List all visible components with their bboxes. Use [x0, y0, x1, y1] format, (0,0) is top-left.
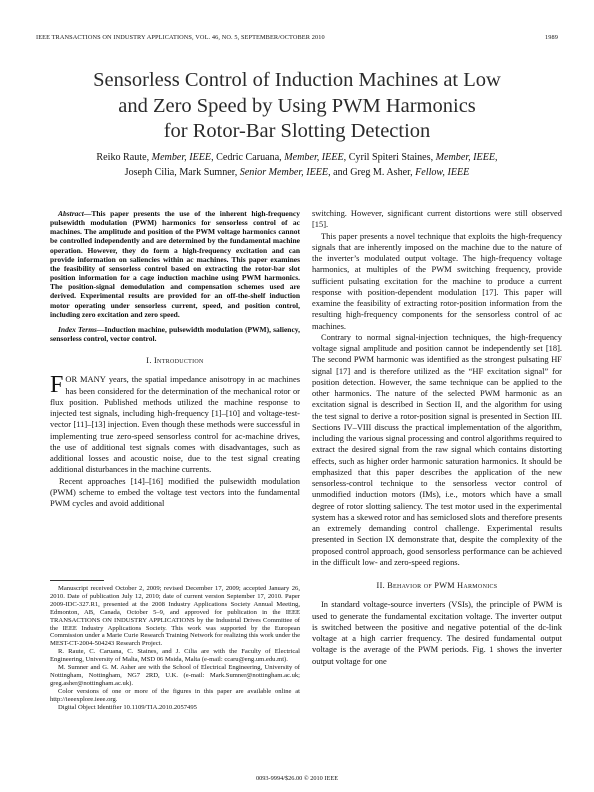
- paper-title: [30, 68, 564, 145]
- author-role: Member, IEEE: [151, 152, 212, 163]
- drop-cap: F: [50, 372, 64, 399]
- running-header: [36, 34, 558, 44]
- footnote-color: Color versions of one or more of the figures in this paper are available online at http://ieeexplore.ieee.org.: [50, 687, 300, 703]
- intro-paragraph-2: Recent approaches [14]–[16] modified the pulsewidth modulation (PWM) scheme to embed the voltage test vectors into the fundamental PWM cycles and avoid additional: [50, 475, 300, 509]
- footnote-affiliation-malta: R. Raute, C. Caruana, C. Staines, and J. Cilia are with the Faculty of Electrical Engineering, University of Malta, MSD 06 Msida, Malta (e-mail: ccaru@eng.um.edu.mt).: [50, 648, 300, 664]
- left-column: [50, 209, 300, 509]
- page-number: 1989: [545, 34, 558, 41]
- author-role: Fellow, IEEE: [415, 166, 470, 178]
- author-name: , and Greg M. Asher,: [328, 166, 416, 178]
- abstract: Abstract—This paper presents the use of the inherent high-frequency pulsewidth modulation (PWM) harmonics for sensorless control of ac machines. The amplitude and position of the PWM voltage harmonics cannot be controlled independently and are determined by the fundamental machine operation. However, they do form a high-frequency excitation and can provide information on saliencies within ac machines. This paper examines the feasibility of sensorless control based on extracting the rotor-bar slot position information for a cage induction machine using PWM harmonics. The position-signal demodulation and compensation schemes used are derived. Experimental results are provided for an off-the-shelf induction motor operating under sensorless current, speed, and position control, including zero excitation and zero speed.: [50, 209, 300, 319]
- author-line-2: [40, 166, 554, 181]
- copyright-footer: 0093-9994/$26.00 © 2010 IEEE: [255, 775, 339, 782]
- author-line-1: [40, 151, 554, 166]
- intro-paragraph-1: FOR MANY years, the spatial impedance anisotropy in ac machines has been considered for the determination of the mechanical rotor or flux position. Published methods utilized the machine response to injected test signals, including high-frequency [1]–[10] and voltage-test-vector [11]–[13] injection. Even though these methods were successful in implementing true zero-speed sensorless control for ac-machine drives, the use of additional test signals comes with disadvantages, such as additional losses and acoustic noise, due to the test signal creating additional disturbances in the machine currents.: [50, 372, 300, 475]
- author-role: Member, IEEE: [435, 152, 496, 163]
- footnote-rule: [50, 580, 104, 581]
- footnotes: [50, 585, 300, 712]
- right-paragraph-0: switching. However, significant current distortions were still observed [15].: [312, 208, 562, 230]
- title-line: for Rotor-Bar Slotting Detection: [163, 120, 431, 142]
- author-name: , Cyril Spiteri Staines,: [343, 152, 436, 163]
- author-name: Reiko Raute,: [96, 152, 152, 163]
- index-terms: Index Terms—Induction machine, pulsewidth modulation (PWM), saliency, sensorless control, vector control.: [50, 324, 301, 344]
- section-heading-1: I. Introduction: [146, 356, 204, 366]
- footnote-manuscript: Manuscript received October 2, 2009; revised December 17, 2009; accepted January 26, 2010. Date of publication July 12, 2010; date of current version September 17, 2010. Paper 2009-IDC-327.R1, presented at the 2008 Industry Applications Society Annual Meeting, Edmonton, AB, Canada, October 5–9, and approved for publication in the IEEE TRANSACTIONS ON INDUSTRY APPLICATIONS by the Industrial Drives Committee of the IEEE Industry Applications Society. This work was supported by the European Commission under a Marie Curie Research Training Network for realizing this work under the MEST-CT-2004-504243 Research Project.: [50, 585, 300, 648]
- author-name: Joseph Cilia, Mark Sumner,: [124, 166, 240, 178]
- author-list: [40, 151, 554, 180]
- section-heading-2: II. Behavior of PWM Harmonics: [376, 581, 498, 590]
- right-paragraph-3: In standard voltage-source inverters (VSIs), the principle of PWM is used to generate the fundamental excitation voltage. The inverter output is switched between the positive and negative potential of the dc-link voltage at a high carrier frequency. The desired fundamental output voltage is the average of the PWM periods. Fig. 1 shows the inverter output voltage for one: [312, 599, 562, 666]
- right-column: [312, 208, 562, 667]
- footnote-doi: Digital Object Identifier 10.1109/TIA.2010.2057495: [58, 703, 197, 711]
- author-role: Senior Member, IEEE: [239, 166, 329, 178]
- right-paragraph-1: This paper presents a novel technique that exploits the high-frequency signals that are inherently imposed on the machine due to the nature of the inverter’s modulated output voltage. The high-frequency voltage harmonics, at multiples of the PWM switching frequency, provide sufficient pulsating excitation for the machine to produce a current response with position-dependent modulation [17]. This paper will examine the feasibility of extracting rotor-position information from the resulting high-frequency components for the sensorless control of ac machines.: [312, 230, 562, 331]
- right-paragraph-2: Contrary to normal signal-injection techniques, the high-frequency voltage signal amplitude and position cannot be independently set [18]. The second PWM harmonic was identified as the strongest pulsating HF signal [17] and is therefore utilized as the “HF excitation signal” for position detection. However, the same technique can be applied to the other harmonics. The nature of the selected PWM harmonic as an excitation signal is described in Section II, and the algorithm for using the test signal to derive a rotor-position signal is presented in Section III. Sections IV–VIII discuss the practical implementation of the algorithm, including the various signal processing and control algorithms required to extract the desired signal from the raw signal which contains distorting effects, such as higher order harmonic saturation harmonics. It should be emphasized that this paper describes the application of the new sensorless-control technique to the sensorless vector control of unmodified induction motors (IMs), i.e., motors which have a small degree of rotor slotting saliency. The test motor used in the experimental system has a skewed rotor and has semiclosed slots and therefore presents an extremely demanding control challenge. Experimental results presented in Section IX demonstrate that, despite the complexity of the proposed control approach, good sensorless performance can be achieved in the difficult low- and zero-speed regions.: [312, 331, 563, 567]
- author-name: , Cedric Caruana,: [211, 152, 285, 163]
- footnote-affiliation-nottingham: M. Sumner and G. M. Asher are with the School of Electrical Engineering, University of Nottingham, Nottingham, NG7 2RD, U.K. (e-mail: Mark.Sumner@nottingham.ac.uk; greg.asher@nottingham.ac.uk).: [50, 664, 300, 687]
- author-sep: ,: [495, 152, 498, 163]
- title-line: and Zero Speed by Using PWM Harmonics: [118, 94, 476, 117]
- journal-header: IEEE TRANSACTIONS ON INDUSTRY APPLICATIONS, VOL. 46, NO. 5, SEPTEMBER/OCTOBER 2010: [36, 34, 325, 41]
- author-role: Member, IEEE: [284, 152, 344, 163]
- title-line: Sensorless Control of Induction Machines at Low: [93, 69, 501, 91]
